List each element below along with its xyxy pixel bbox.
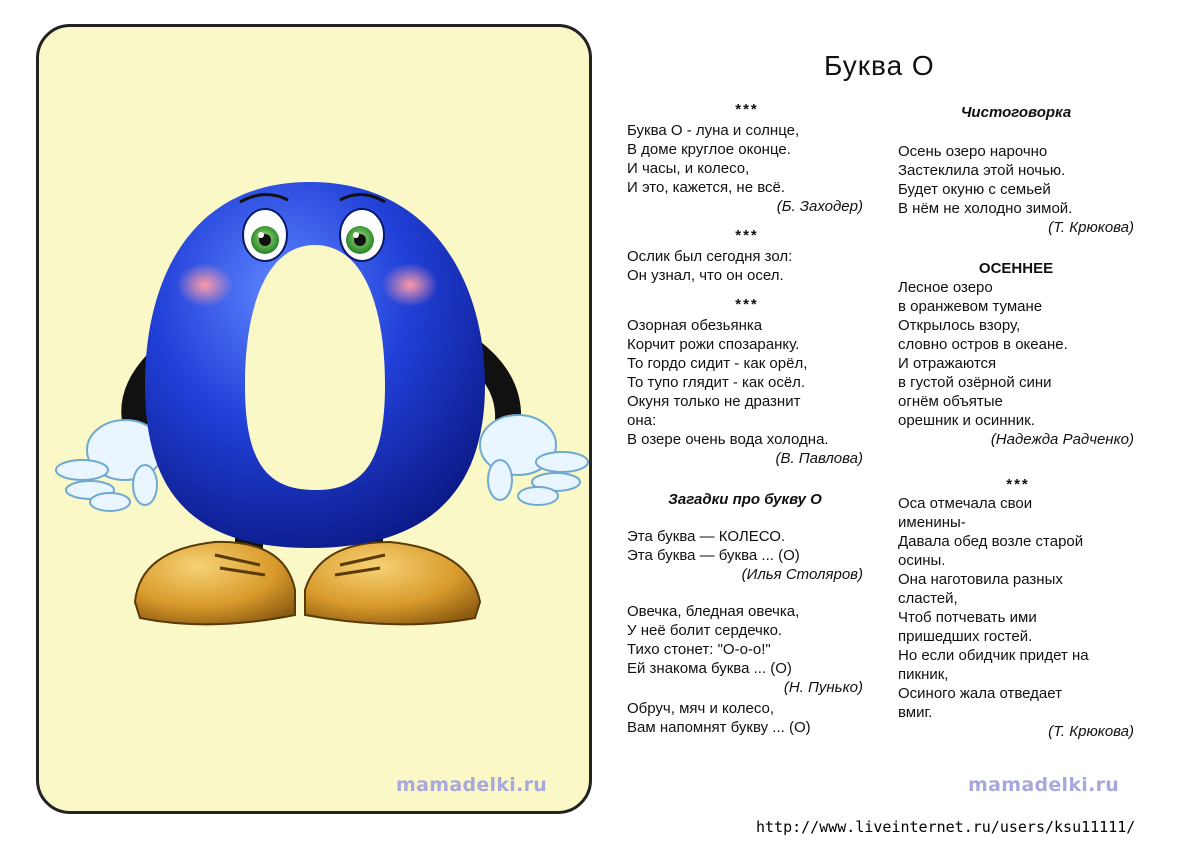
poem-line: И часы, и колесо, <box>627 160 750 177</box>
poem-line: пикник, <box>898 666 949 683</box>
right-cheek <box>382 263 438 307</box>
poem-line: Но если обидчик придет на <box>898 647 1089 664</box>
source-url: http://www.liveinternet.ru/users/ksu11111/ <box>756 818 1136 836</box>
right-shoe <box>305 542 480 624</box>
poem-line: в густой озёрной сини <box>898 374 1052 391</box>
stars-divider: *** <box>735 101 759 118</box>
poem-line: То гордо сидит - как орёл, <box>627 355 808 372</box>
poem-line: сластей, <box>898 590 958 607</box>
poem-line: Буква О - луна и солнце, <box>627 122 800 139</box>
author-label: (Т. Крюкова) <box>1048 219 1134 236</box>
riddle-line: Ей знакома буква ... (О) <box>627 660 792 677</box>
left-text-column <box>627 100 867 737</box>
section-heading: Загадки про букву О <box>668 491 822 508</box>
poem-line: Чтоб потчевать ими <box>898 609 1037 626</box>
watermark-right: mamadelki.ru <box>968 774 1120 796</box>
poem-line: в оранжевом тумане <box>898 298 1043 315</box>
poem-line: Озорная обезьянка <box>627 317 763 334</box>
section-heading: Чистоговорка <box>960 104 1072 121</box>
poem-line: Застеклила этой ночью. <box>898 162 1066 179</box>
stars-divider: *** <box>1006 476 1030 493</box>
poem-line: Ослик был сегодня зол: <box>627 248 793 265</box>
poem-line: То тупо глядит - как осёл. <box>627 374 806 391</box>
poem-line: она: <box>627 412 657 429</box>
poem-line: И это, кажется, не всё. <box>627 179 786 196</box>
poem-line: Открылось взору, <box>898 317 1021 334</box>
poem-line: Он узнал, что он осел. <box>627 267 784 284</box>
left-shoe <box>135 542 295 624</box>
stars-divider: *** <box>735 227 759 244</box>
poem-line: В нём не холодно зимой. <box>898 200 1073 217</box>
poem-line: Будет окуню с семьей <box>898 181 1051 198</box>
poem-line: орешник и осинник. <box>898 412 1035 429</box>
poem-line: В доме круглое оконце. <box>627 141 791 158</box>
poem-line: Осень озеро нарочно <box>898 143 1048 160</box>
riddle-line: Овечка, бледная овечка, <box>627 603 800 620</box>
watermark-left: mamadelki.ru <box>396 774 548 796</box>
left-cheek <box>177 263 233 307</box>
poem-line: И отражаются <box>898 355 997 372</box>
riddle-line: Эта буква — КОЛЕСО. <box>627 528 786 545</box>
poem-line: В озере очень вода холодна. <box>627 431 829 448</box>
right-text-column <box>898 100 1138 741</box>
letter-o-shape <box>145 182 485 548</box>
author-label: (Илья Столяров) <box>741 566 863 583</box>
stars-divider: *** <box>735 296 759 313</box>
poem-line: Осиного жала отведает <box>898 685 1062 702</box>
author-label: (В. Павлова) <box>775 450 863 467</box>
riddle-line: Вам напомнят букву ... (О) <box>627 719 811 736</box>
right-glove <box>480 415 588 505</box>
poem-line: пришедших гостей. <box>898 628 1033 645</box>
poem-line: словно остров в океане. <box>898 336 1068 353</box>
poem-line: огнём объятые <box>898 393 1003 410</box>
poem-line: Лесное озеро <box>898 279 993 296</box>
poem-line: Давала обед возле старой <box>898 533 1084 550</box>
author-label: (Н. Пунько) <box>783 679 863 696</box>
poem-line: Окуня только не дразнит <box>627 393 801 410</box>
left-glove <box>56 420 163 511</box>
riddle-line: Эта буква — буква ... (О) <box>627 547 800 564</box>
letter-o-mascot-illustration <box>40 170 600 660</box>
page-title: Буква О <box>824 50 935 81</box>
poem-line: Она наготовила разных <box>898 571 1063 588</box>
riddle-line: Обруч, мяч и колесо, <box>627 700 775 717</box>
riddle-line: У неё болит сердечко. <box>627 622 783 639</box>
poem-line: Корчит рожи спозаранку. <box>627 336 800 353</box>
author-label: (Надежда Радченко) <box>990 431 1134 448</box>
author-label: (Б. Заходер) <box>776 198 863 215</box>
author-label: (Т. Крюкова) <box>1048 723 1134 740</box>
poem-line: именины- <box>898 514 966 531</box>
section-heading: ОСЕННЕЕ <box>978 260 1054 277</box>
poem-line: осины. <box>898 552 946 569</box>
riddle-line: Тихо стонет: "О-о-о!" <box>627 641 771 658</box>
poem-line: Оса отмечала свои <box>898 495 1033 512</box>
poem-line: вмиг. <box>898 704 933 721</box>
